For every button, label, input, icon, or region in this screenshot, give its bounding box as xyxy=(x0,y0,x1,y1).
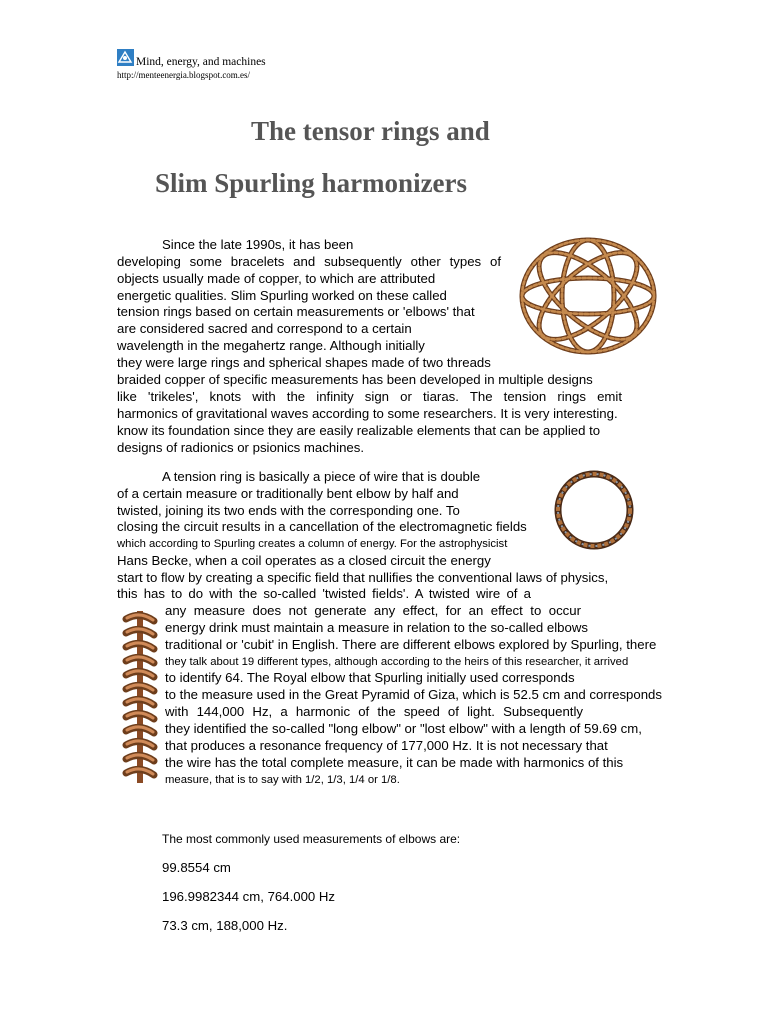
paragraph-line: braided copper of specific measurements has been developed in multiple designs xyxy=(117,372,593,387)
paragraph-line: the wire has the total complete measure, it can be made with harmonics of this xyxy=(165,755,624,770)
paragraph-line: they talk about 19 different types, although according to the heirs of this researcher, it arrived xyxy=(165,656,629,668)
page-title-line-2: Slim Spurling harmonizers xyxy=(155,168,468,198)
paragraph-line: any measure does not generate any effect, for an effect to occur xyxy=(165,603,581,618)
measurement-item: 73.3 cm, 188,000 Hz. xyxy=(162,918,288,933)
paragraph-line: they identified the so-called "long elbow" or "lost elbow" with a length of 59.69 cm, xyxy=(165,721,642,736)
paragraph-line: Hans Becke, when a coil operates as a closed circuit the energy xyxy=(117,553,491,568)
blog-logo-icon xyxy=(117,49,134,66)
paragraph-line: that produces a resonance frequency of 177,000 Hz. It is not necessary that xyxy=(165,738,608,753)
blog-name: Mind, energy, and machines xyxy=(136,56,266,68)
paragraph-line: energetic qualities. Slim Spurling worked on these called xyxy=(117,288,447,303)
paragraph-line: harmonics of gravitational waves according to some researchers. It is very interesting. xyxy=(117,406,618,421)
copper-coil-image xyxy=(120,607,160,787)
blog-url[interactable]: http://menteenergia.blogspot.com.es/ xyxy=(117,70,251,80)
measurements-intro: The most commonly used measurements of elbows are: xyxy=(162,832,461,846)
paragraph-line: with 144,000 Hz, a harmonic of the speed of light. Subsequently xyxy=(165,704,583,719)
paragraph-line: they were large rings and spherical shapes made of two threads xyxy=(117,355,491,370)
paragraph-line: to identify 64. The Royal elbow that Spurling initially used corresponds xyxy=(165,670,575,685)
paragraph-line: tension rings based on certain measurements or 'elbows' that xyxy=(117,304,475,319)
paragraph-line: are considered sacred and correspond to a certain xyxy=(117,321,412,336)
paragraph-line: energy drink must maintain a measure in relation to the so-called elbows xyxy=(165,620,588,635)
twisted-copper-ring-image xyxy=(552,468,636,552)
paragraph-line: A tension ring is basically a piece of wire that is double xyxy=(162,469,481,484)
paragraph-line: twisted, joining its two ends with the corresponding one. To xyxy=(117,503,460,518)
page-title-line-1: The tensor rings and xyxy=(251,116,490,146)
paragraph-line: closing the circuit results in a cancellation of the electromagnetic fields xyxy=(117,519,527,534)
paragraph-line: objects usually made of copper, to which are attributed xyxy=(117,271,436,286)
measurement-item: 196.9982344 cm, 764.000 Hz xyxy=(162,889,336,904)
paragraph-line: this has to do with the so-called 'twisted fields'. A twisted wire of a xyxy=(117,586,531,601)
spherical-tensor-ring-image xyxy=(515,236,661,356)
paragraph-line: Since the late 1990s, it has been xyxy=(162,237,354,252)
measurement-item: 99.8554 cm xyxy=(162,860,231,875)
paragraph-line: traditional or 'cubit' in English. There are different elbows explored by Spurling, there xyxy=(165,637,657,652)
paragraph-line: like 'trikeles', knots with the infinity sign or tiaras. The tension rings emit xyxy=(117,389,622,404)
paragraph-line: of a certain measure or traditionally bent elbow by half and xyxy=(117,486,459,501)
paragraph-line: developing some bracelets and subsequently other types of xyxy=(117,254,501,269)
paragraph-line: measure, that is to say with 1/2, 1/3, 1/4 or 1/8. xyxy=(165,774,400,786)
paragraph-line: which according to Spurling creates a column of energy. For the astrophysicist xyxy=(117,538,508,550)
paragraph-line: start to flow by creating a specific field that nullifies the conventional laws of physics, xyxy=(117,570,609,585)
paragraph-line: designs of radionics or psionics machines. xyxy=(117,440,365,455)
paragraph-line: know its foundation since they are easily realizable elements that can be applied to xyxy=(117,423,601,438)
paragraph-line: wavelength in the megahertz range. Although initially xyxy=(117,338,425,353)
paragraph-line: to the measure used in the Great Pyramid of Giza, which is 52.5 cm and corresponds xyxy=(165,687,662,702)
